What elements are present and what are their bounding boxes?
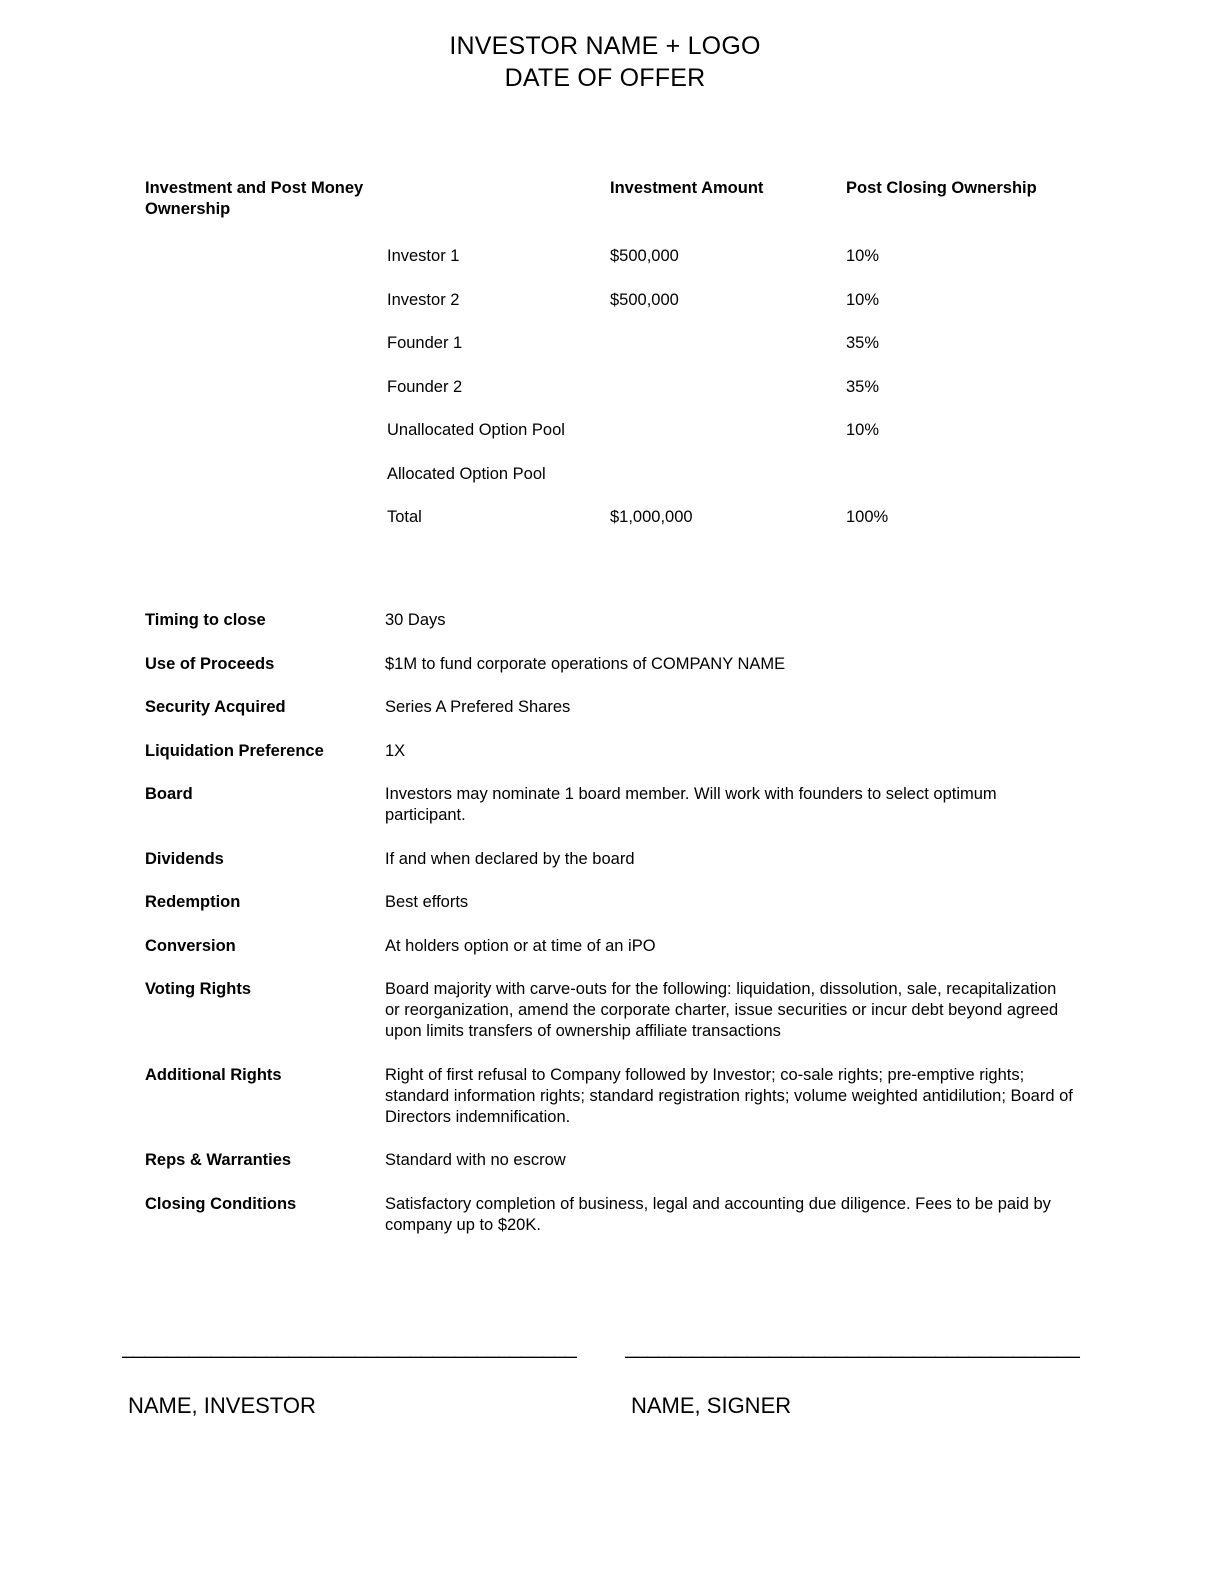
term-label: Reps & Warranties [145,1151,292,1169]
signature-section [0,1336,1210,1456]
row-post-closing-ownership: 100% [846,508,889,526]
row-post-closing-ownership: 10% [846,421,880,439]
signature-name-signer: NAME, SIGNER [631,1393,792,1418]
signature-block-signer [625,1336,1095,1420]
table-row [145,464,1075,508]
row-item-name: Founder 1 [387,334,463,352]
term-label: Dividends [145,849,224,868]
term-value: Investors may nominate 1 board member. Will work with founders to select optimum participant. [385,785,997,824]
header-date-of-offer: DATE OF OFFER [504,64,706,92]
row-item-name: Founder 2 [387,377,463,396]
header-investor-name-logo: INVESTOR NAME + LOGO [449,32,761,60]
term-label: Security Acquired [145,698,286,716]
row-investment-amount: $500,000 [610,247,679,265]
row-item-name: Allocated Option Pool [387,464,546,483]
signature-line-signer[interactable]: _________________________________________ [625,1336,1080,1359]
table-row [145,420,1075,464]
row-item-name: Unallocated Option Pool [387,421,565,439]
row-item-name: Investor 1 [387,247,460,265]
term-label: Liquidation Preference [145,741,324,760]
term-row-use-of-proceeds [145,654,1075,675]
term-value: Board majority with carve-outs for the following: liquidation, dissolution, sale, recapitalization or reorganization, amend the corporate charter, issue securities or incur debt beyond agreed upon limits transfers of ownership affiliate transactions [385,980,1059,1040]
term-label: Board [145,785,193,803]
term-label: Conversion [145,936,236,955]
term-label: Closing Conditions [145,1194,297,1213]
ownership-column-post-closing-ownership: Post Closing Ownership [846,179,1037,197]
ownership-table [145,178,1075,551]
term-row-conversion [145,936,1075,957]
row-post-closing-ownership: 35% [846,377,880,396]
term-row-dividends [145,849,1075,870]
term-row-reps-and-warranties [145,1150,1075,1171]
term-row-security-acquired [145,697,1075,718]
term-row-closing-conditions [145,1194,1075,1236]
term-label: Use of Proceeds [145,654,275,673]
term-value: Series A Prefered Shares [385,698,571,716]
term-value: Right of first refusal to Company followed by Investor; co-sale rights; pre-emptive rights; standard information rights; standard registration rights; volume weighted antidilution; Board of Directors indemnification. [385,1065,1073,1126]
document-header [0,30,1210,94]
terms-list [145,610,1075,1258]
term-label: Additional Rights [145,1065,282,1084]
row-item-name: Investor 2 [387,290,460,309]
term-row-timing-to-close [145,610,1075,631]
row-investment-amount: $1,000,000 [610,508,693,526]
row-post-closing-ownership: 10% [846,290,880,309]
term-label: Timing to close [145,611,266,629]
table-row [145,377,1075,421]
ownership-column-investment-amount: Investment Amount [610,179,764,197]
table-row [145,246,1075,290]
term-value: $1M to fund corporate operations of COMPANY NAME [385,654,786,673]
term-value: Satisfactory completion of business, legal and accounting due diligence. Fees to be paid by company up to $20K. [385,1194,1051,1234]
term-row-board [145,784,1075,826]
signature-line-investor[interactable]: _________________________________________ [122,1336,577,1359]
term-label: Redemption [145,893,241,911]
term-value: If and when declared by the board [385,849,635,868]
term-label: Voting Rights [145,980,252,998]
signature-block-investor [122,1336,592,1420]
term-row-liquidation-preference [145,741,1075,762]
term-row-additional-rights [145,1065,1075,1128]
row-item-name: Total [387,508,422,526]
term-row-voting-rights [145,979,1075,1042]
term-value: 30 Days [385,611,446,629]
ownership-table-header-row [145,178,1075,220]
table-row [145,333,1075,377]
term-value: 1X [385,741,406,760]
table-row-total [145,507,1075,551]
row-post-closing-ownership: 10% [846,247,880,265]
ownership-section-label: Investment and Post Money Ownership [145,179,364,218]
row-post-closing-ownership: 35% [846,334,880,352]
term-row-redemption [145,892,1075,913]
term-value: Best efforts [385,893,469,911]
row-investment-amount: $500,000 [610,290,679,309]
signature-name-investor: NAME, INVESTOR [128,1393,316,1418]
term-value: At holders option or at time of an iPO [385,936,656,955]
term-value: Standard with no escrow [385,1151,566,1169]
table-row [145,290,1075,334]
